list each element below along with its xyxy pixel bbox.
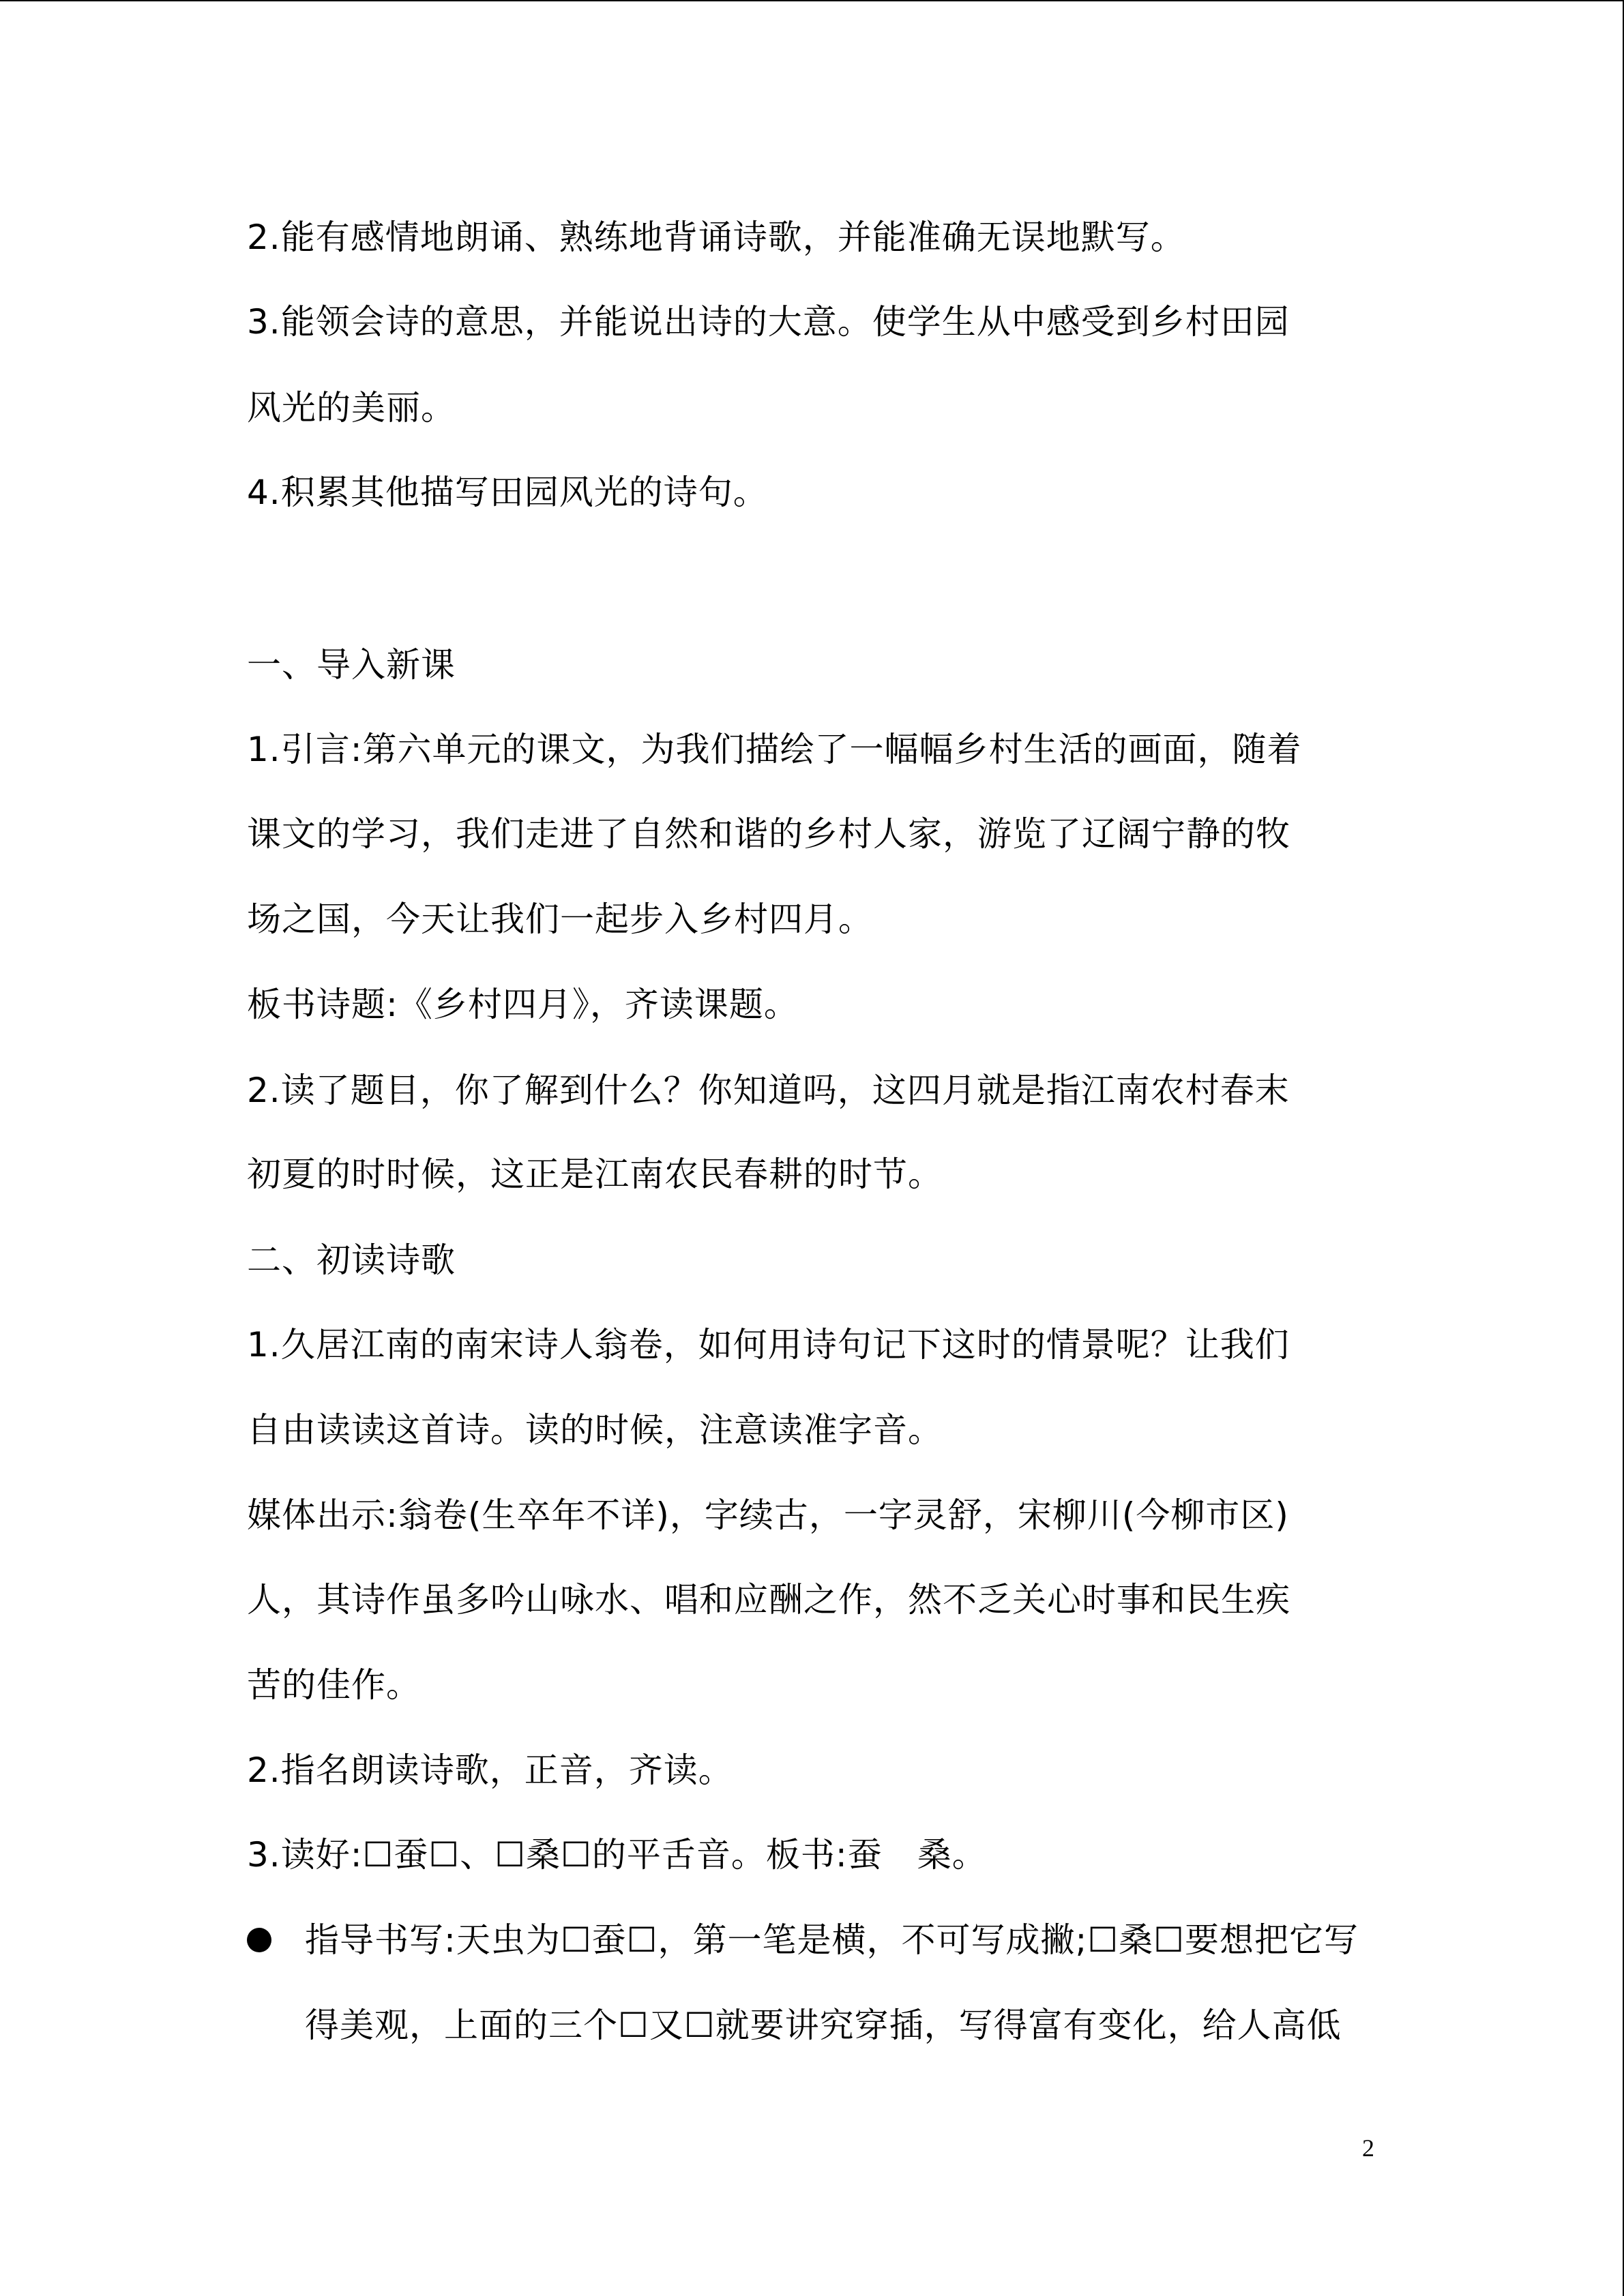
reading-paragraph-1-line-1: 1.久居江南的南宋诗人翁卷，如何用诗句记下这时的情景呢？让我们 xyxy=(247,1325,1290,1365)
reading-paragraph-2: 2.指名朗读诗歌，正音，齐读。 xyxy=(247,1750,733,1790)
bullet-item-line-1: 指导书写:天虫为☐蚕☐，第一笔是横，不可写成撇;☐桑☐要想把它写 xyxy=(305,1920,1359,1960)
bullet-item-line-2: 得美观，上面的三个☐又☐就要讲究穿插，写得富有变化，给人高低 xyxy=(305,2006,1342,2045)
objective-2: 2.能有感情地朗诵、熟练地背诵诗歌，并能准确无误地默写。 xyxy=(247,218,1185,257)
objective-3-line-2: 风光的美丽。 xyxy=(247,388,456,428)
bullet-dot-icon xyxy=(247,1928,271,1952)
intro-paragraph-1-line-2: 课文的学习，我们走进了自然和谐的乡村人家，游览了辽阔宁静的牧 xyxy=(247,814,1290,854)
intro-paragraph-1-line-3: 场之国，今天让我们一起步入乡村四月。 xyxy=(247,899,873,939)
board-writing-title: 板书诗题:《乡村四月》，齐读课题。 xyxy=(247,985,799,1024)
media-intro-line-2: 人，其诗作虽多吟山咏水、唱和应酬之作，然不乏关心时事和民生疾 xyxy=(247,1580,1290,1620)
section-heading-intro: 一、导入新课 xyxy=(247,645,456,685)
media-intro-line-1: 媒体出示:翁卷(生卒年不详)，字续古，一字灵舒，宋柳川(今柳市区) xyxy=(247,1495,1289,1535)
section-heading-first-reading: 二、初读诗歌 xyxy=(247,1240,456,1280)
intro-paragraph-2-line-1: 2.读了题目，你了解到什么？你知道吗，这四月就是指江南农村春末 xyxy=(247,1071,1290,1110)
media-intro-line-3: 苦的佳作。 xyxy=(247,1665,421,1705)
intro-paragraph-2-line-2: 初夏的时时候，这正是江南农民春耕的时节。 xyxy=(247,1154,943,1194)
intro-paragraph-1-line-1: 1.引言:第六单元的课文，为我们描绘了一幅幅乡村生活的画面，随着 xyxy=(247,730,1302,769)
objective-4: 4.积累其他描写田园风光的诗句。 xyxy=(247,473,768,512)
reading-paragraph-3: 3.读好:☐蚕☐、☐桑☐的平舌音。板书:蚕 桑。 xyxy=(247,1835,987,1875)
objective-3-line-1: 3.能领会诗的意思，并能说出诗的大意。使学生从中感受到乡村田园 xyxy=(247,302,1290,342)
page-number: 2 xyxy=(1362,2134,1374,2162)
bullet-item-writing-guide xyxy=(247,1920,1393,1960)
reading-paragraph-1-line-2: 自由读读这首诗。读的时候，注意读准字音。 xyxy=(247,1410,943,1450)
